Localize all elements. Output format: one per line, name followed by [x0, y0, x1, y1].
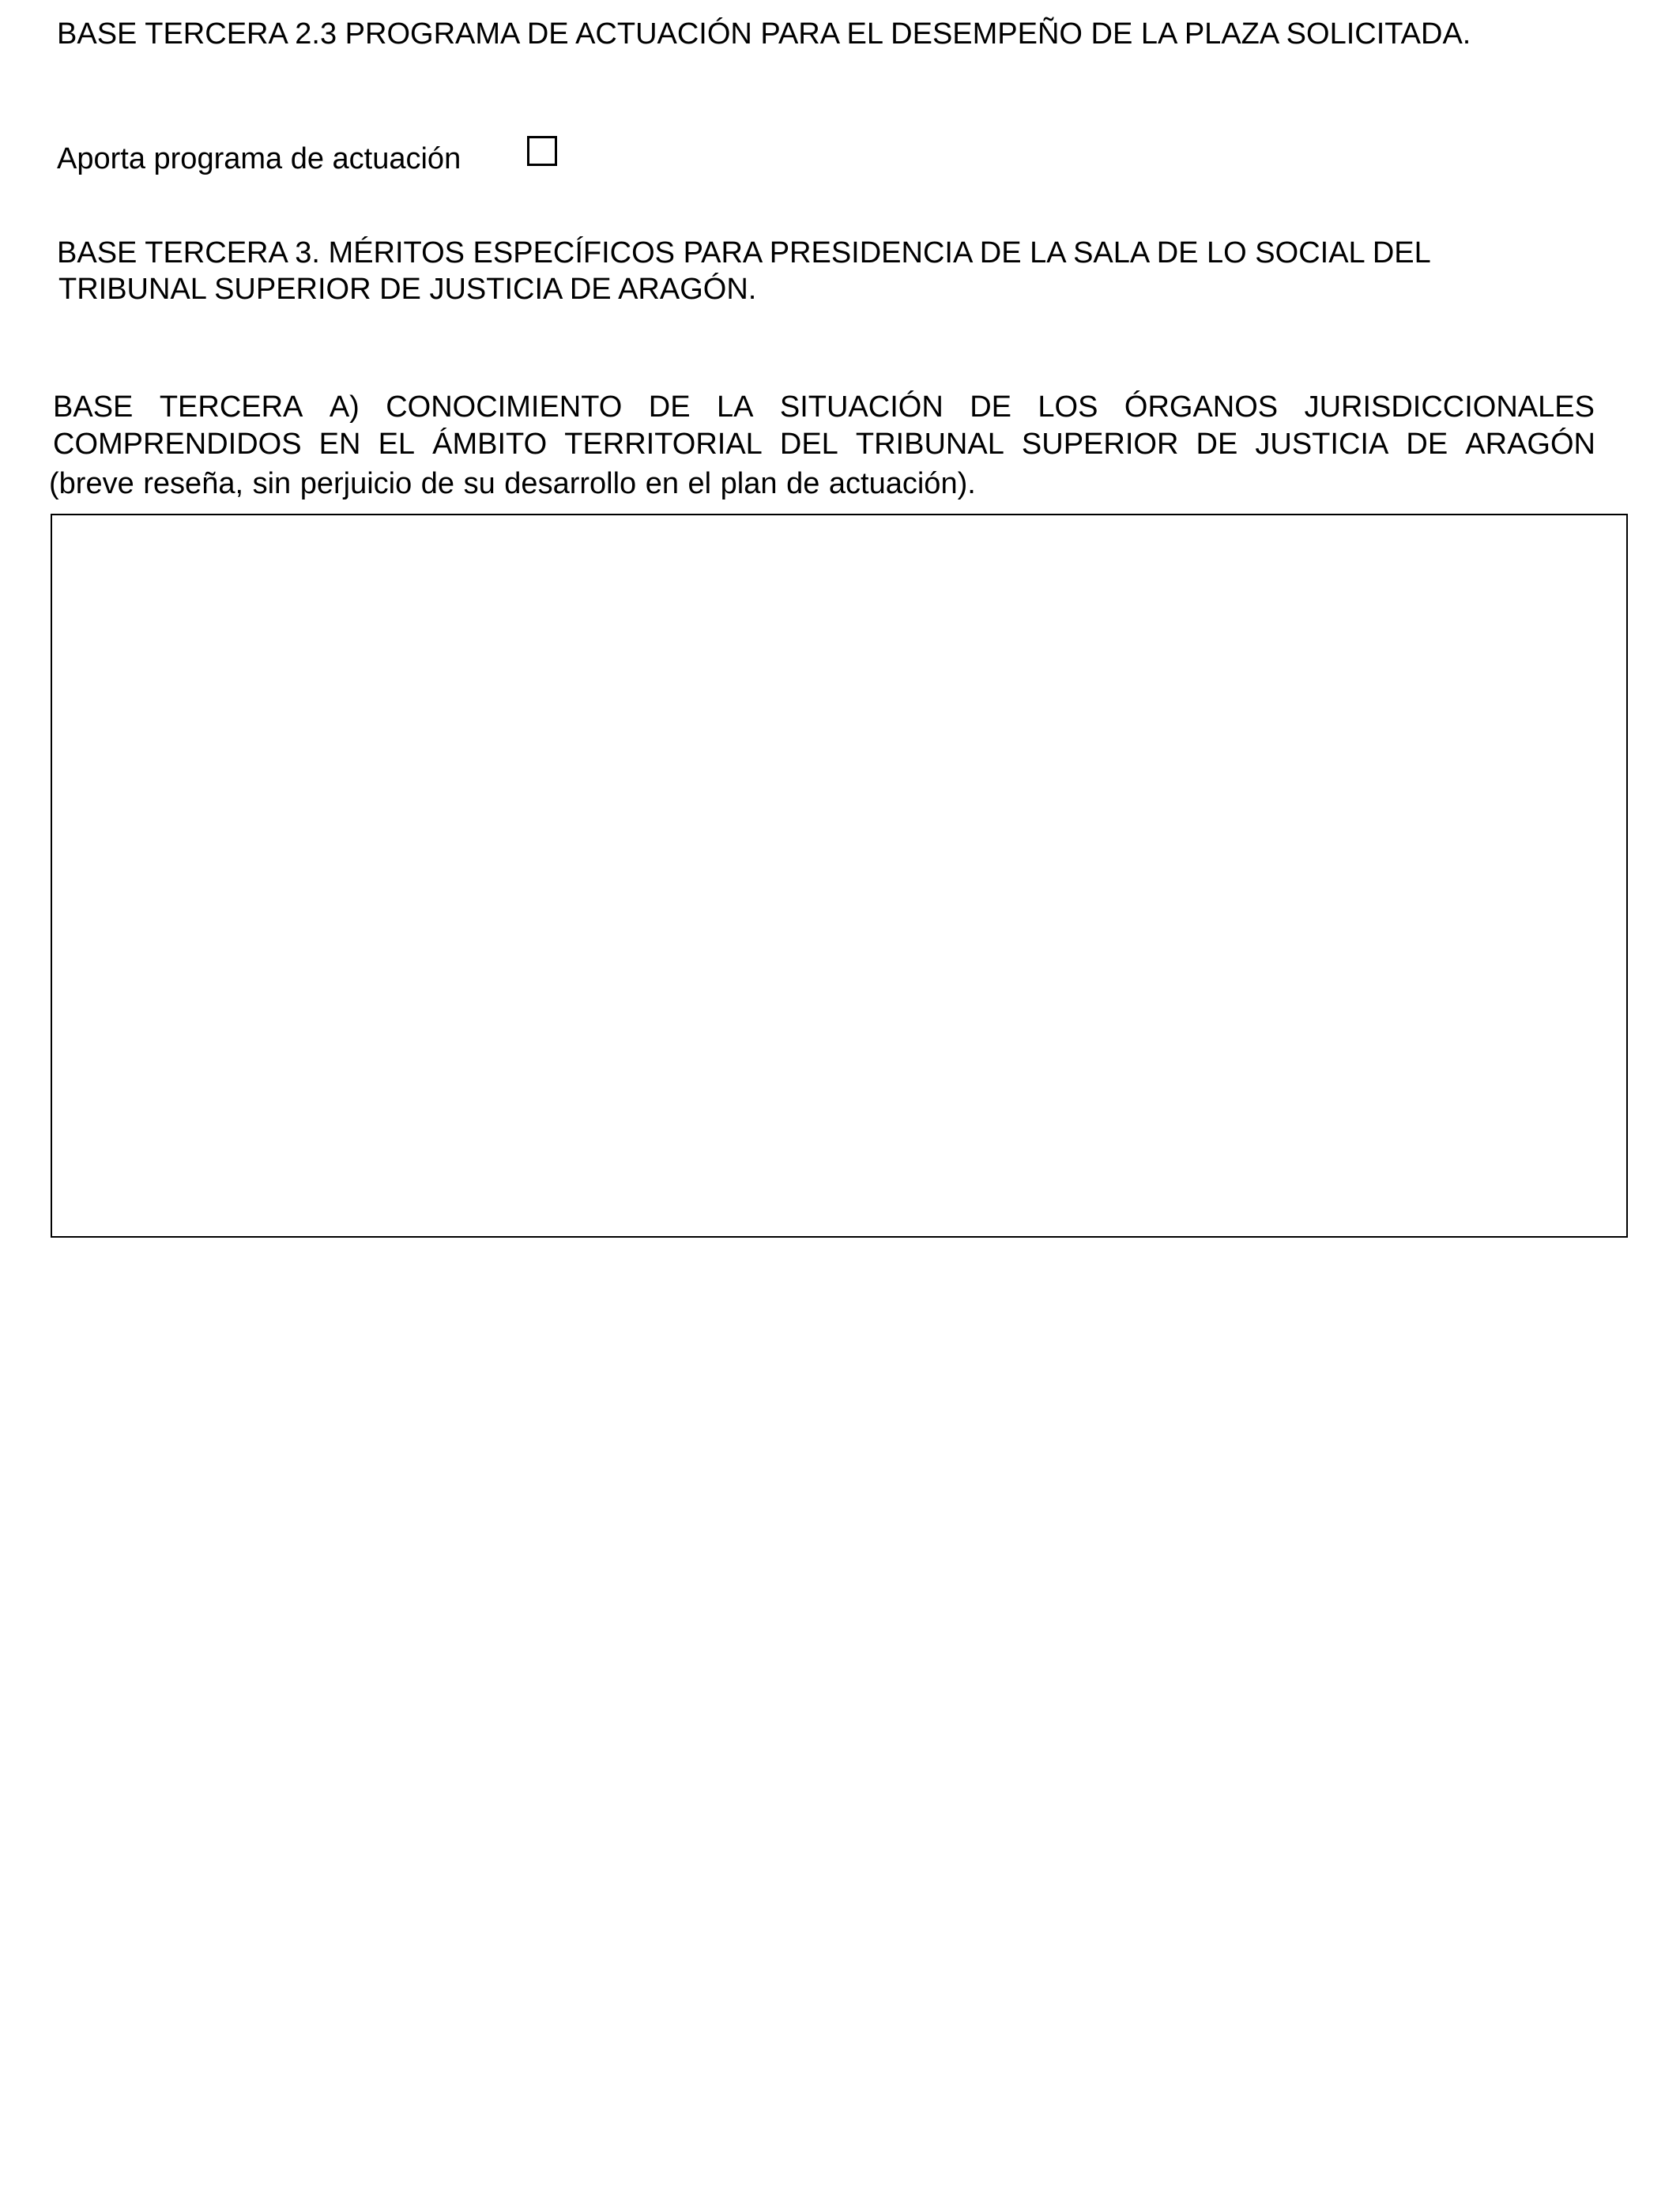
section-a-line2-word: SUPERIOR [1021, 428, 1179, 461]
section-a-line2-word: JUSTICIA [1255, 428, 1389, 461]
programa-label: Aporta programa de actuación [57, 142, 461, 175]
section-a-line1-word: CONOCIMIENTO [386, 390, 623, 424]
section-a-line1-word: LOS [1038, 390, 1098, 424]
section-a-line2-word: ARAGÓN [1465, 428, 1595, 461]
section-a-line2-word: DEL [779, 428, 838, 461]
section-a-line1-word: ÓRGANOS [1124, 390, 1279, 424]
section-a-line1-word: DE [648, 390, 691, 424]
section-a-line2-word: DE [1406, 428, 1448, 461]
section-a-line1-word: A) [329, 390, 360, 424]
section-a-line2-word: ÁMBITO [432, 428, 548, 461]
section-a-note: (breve reseña, sin perjuicio de su desarrollo en el plan de actuación). [49, 467, 976, 500]
section-a-line1-word: TERCERA [159, 390, 303, 424]
section-a-line1-word: JURISDICCIONALES [1304, 390, 1595, 424]
section-a-line1-word: LA [716, 390, 754, 424]
section-a-heading-line1 [53, 389, 1595, 425]
section-a-line2-word: DE [1196, 428, 1238, 461]
section-a-heading-line2 [53, 426, 1595, 462]
section-2-3-heading: BASE TERCERA 2.3 PROGRAMA DE ACTUACIÓN PARA EL DESEMPEÑO DE LA PLAZA SOLICITADA. [57, 17, 1471, 51]
section-a-line2-word: COMPRENDIDOS [53, 428, 302, 461]
section-3-heading-line2: TRIBUNAL SUPERIOR DE JUSTICIA DE ARAGÓN. [58, 273, 757, 306]
section-a-line2-word: EN [318, 428, 361, 461]
section-a-line1-word: DE [970, 390, 1011, 424]
section-a-response-box [51, 514, 1628, 1238]
section-a-line2-word: TRIBUNAL [855, 428, 1004, 461]
section-a-line1-word: BASE [53, 390, 134, 424]
programa-checkbox[interactable] [527, 136, 557, 166]
section-a-response-field[interactable] [52, 515, 1626, 1236]
section-a-line1-word: SITUACIÓN [779, 390, 944, 424]
section-a-line2-word: EL [378, 428, 416, 461]
section-3-heading-line1: BASE TERCERA 3. MÉRITOS ESPECÍFICOS PARA PRESIDENCIA DE LA SALA DE LO SOCIAL DEL [57, 236, 1431, 270]
section-a-line2-word: TERRITORIAL [564, 428, 763, 461]
